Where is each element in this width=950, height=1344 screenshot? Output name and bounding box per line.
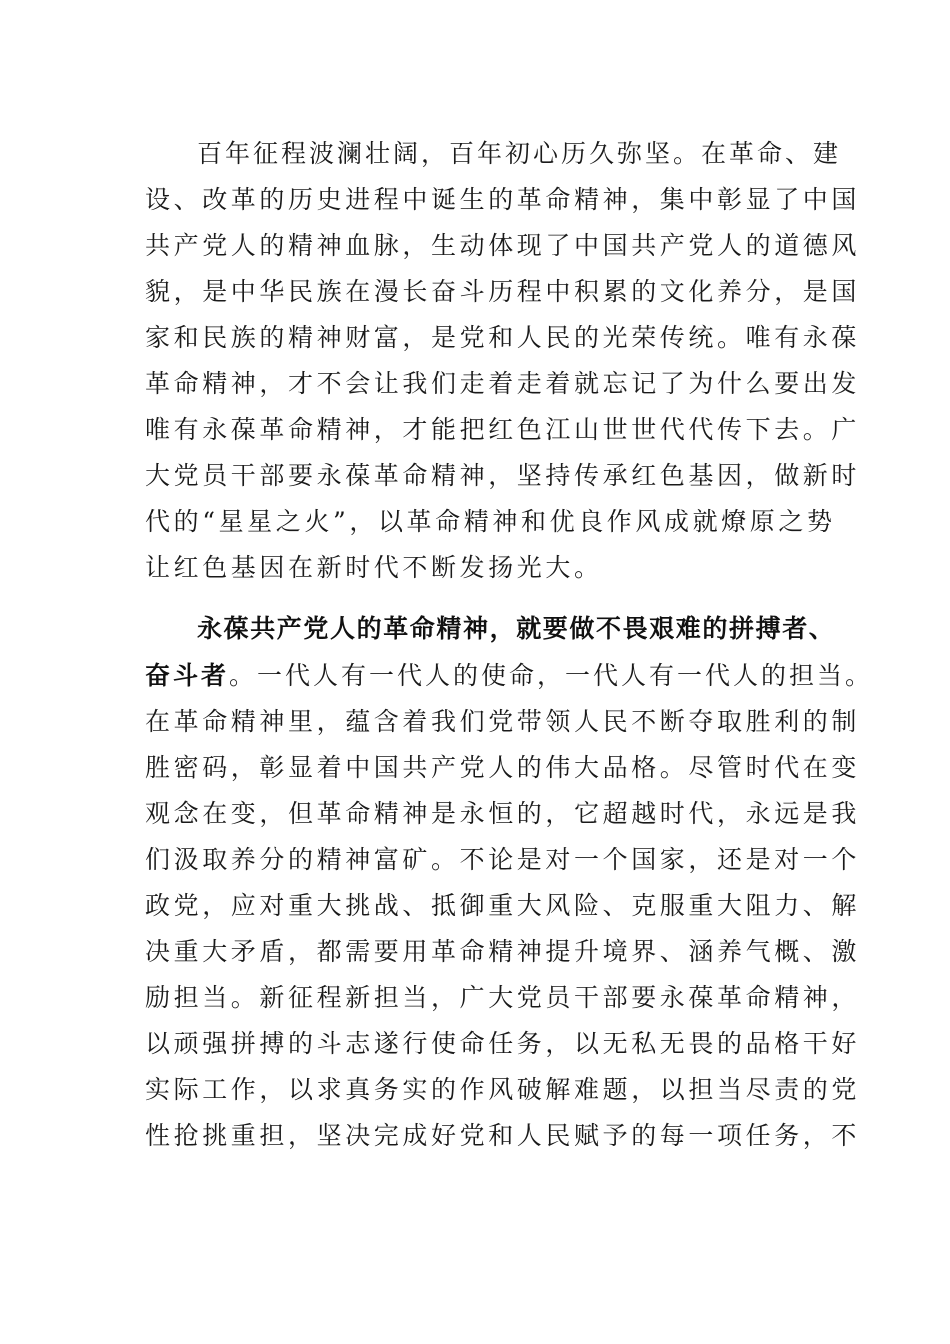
bold-lead-text: 奋斗者 bbox=[145, 661, 230, 690]
paragraph-text: 。一代人有一代人的使命，一代人有一代人的担当。 bbox=[229, 661, 874, 690]
paragraph-line: 貌，是中华民族在漫长奋斗历程中积累的文化养分，是国 bbox=[145, 277, 861, 306]
paragraph-line: 政党，应对重大挑战、抵御重大风险、克服重大阻力、解 bbox=[145, 891, 861, 920]
paragraph-line: 实际工作，以求真务实的作风破解难题，以担当尽责的党 bbox=[145, 1075, 861, 1104]
paragraph-line: 决重大矛盾，都需要用革命精神提升境界、涵养气概、激 bbox=[145, 937, 861, 966]
paragraph-line: 在革命精神里，蕴含着我们党带领人民不断夺取胜利的制 bbox=[145, 707, 861, 736]
paragraph-line: 观念在变，但革命精神是永恒的，它超越时代，永远是我 bbox=[145, 799, 861, 828]
paragraph-line: 唯有永葆革命精神，才能把红色江山世世代代传下去。广 bbox=[145, 415, 861, 444]
paragraph-line: 大党员干部要永葆革命精神，坚持传承红色基因，做新时 bbox=[145, 461, 861, 490]
paragraph-line: 家和民族的精神财富，是党和人民的光荣传统。唯有永葆 bbox=[145, 323, 861, 352]
paragraph-line: 以顽强拼搏的斗志遂行使命任务，以无私无畏的品格干好 bbox=[145, 1029, 861, 1058]
paragraph-line: 励担当。新征程新担当，广大党员干部要永葆革命精神， bbox=[145, 983, 861, 1012]
paragraph-lead-line bbox=[197, 607, 835, 651]
paragraph-line: 共产党人的精神血脉，生动体现了中国共产党人的道德风 bbox=[145, 231, 861, 260]
paragraph-line: 革命精神，才不会让我们走着走着就忘记了为什么要出发 bbox=[145, 369, 861, 398]
paragraph-line: 性抢挑重担，坚决完成好党和人民赋予的每一项任务，不 bbox=[145, 1121, 861, 1150]
paragraph-line: 让红色基因在新时代不断发扬光大。 bbox=[145, 553, 603, 582]
paragraph-line: 们汲取养分的精神富矿。不论是对一个国家，还是对一个 bbox=[145, 845, 861, 874]
paragraph-line bbox=[145, 654, 873, 698]
paragraph-line: 百年征程波澜壮阔，百年初心历久弥坚。在革命、建 bbox=[197, 139, 842, 168]
paragraph-line: 代的“星星之火”，以革命精神和优良作风成就燎原之势 bbox=[145, 507, 836, 536]
paragraph-line: 胜密码，彰显着中国共产党人的伟大品格。尽管时代在变 bbox=[145, 753, 861, 782]
paragraph-line: 设、改革的历史进程中诞生的革命精神，集中彰显了中国 bbox=[145, 185, 861, 214]
bold-lead-text: 永葆共产党人的革命精神，就要做不畏艰难的拼搏者、 bbox=[197, 614, 836, 643]
